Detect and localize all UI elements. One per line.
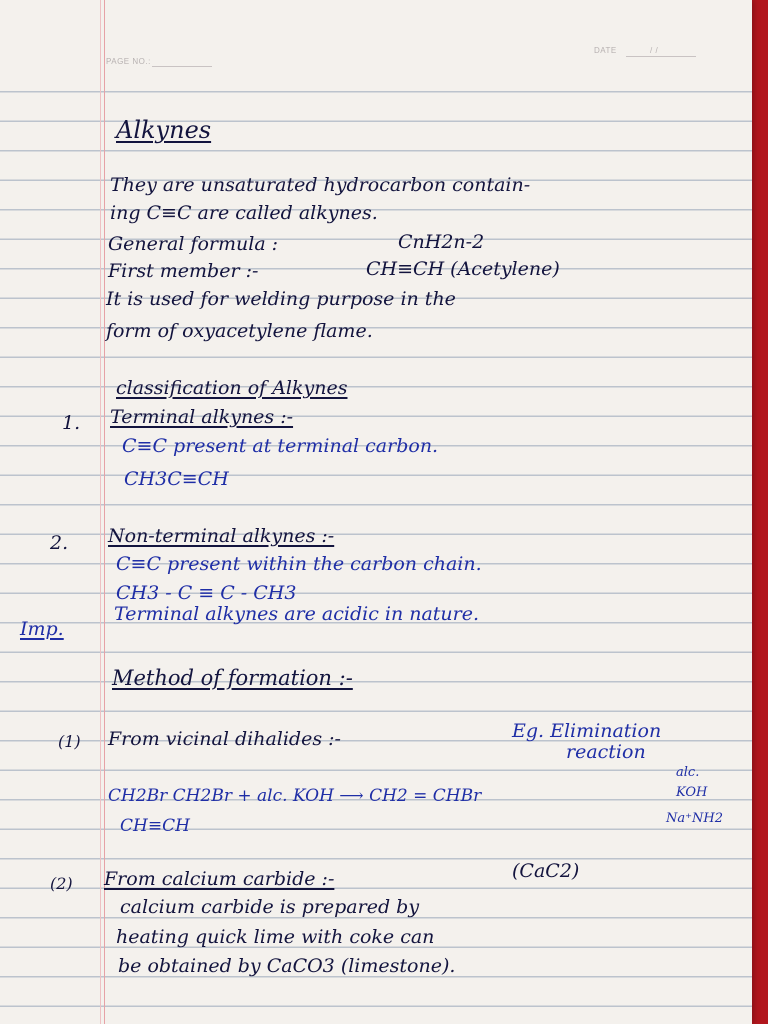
method-1-number: (1) [58,732,81,751]
item-2-number: 2. [50,532,69,554]
terminal-alkynes-desc: C≡C present at terminal carbon. [122,435,439,457]
terminal-alkynes-title: Terminal alkynes :- [110,406,294,428]
first-member-value: CH≡CH (Acetylene) [366,258,560,280]
item-1-number: 1. [62,412,81,434]
page-header-area [0,0,752,80]
page-no-label: PAGE NO.: [106,57,151,66]
imp-label: Imp. [20,618,64,640]
date-slashes: / / [650,46,659,55]
non-terminal-alkynes-desc: C≡C present within the carbon chain. [116,553,482,575]
page-no-line [152,66,212,67]
imp-note: Terminal alkynes are acidic in nature. [114,603,480,625]
page-title: Alkynes [116,116,212,144]
general-formula-value: CnH2n-2 [398,231,485,253]
use-line-2: form of oxyacetylene flame. [106,320,373,342]
method-2-number: (2) [50,874,73,893]
non-terminal-alkynes-title: Non-terminal alkynes :- [108,525,335,547]
method-1-product: CH≡CH [120,816,190,836]
method-2-title: From calcium carbide :- [104,868,335,890]
general-formula-label: General formula : [108,233,279,255]
intro-line-2: ing C≡C are called alkynes. [110,202,378,224]
method-1-reagent-bottom: Na⁺NH2 [666,811,723,826]
intro-line-1: They are unsaturated hydrocarbon contain- [110,174,531,196]
date-label: DATE [594,46,617,55]
method-2-line-1: calcium carbide is prepared by [120,896,420,918]
method-2-line-3: be obtained by CaCO3 (limestone). [118,955,456,977]
method-1-reaction: CH2Br CH2Br + alc. KOH ⟶ CH2 = CHBr [108,786,482,806]
method-1-title: From vicinal dihalides :- [108,728,341,750]
margin-line-inner [100,0,101,1024]
terminal-alkyne-example: CH3C≡CH [124,468,229,490]
method-2-line-2: heating quick lime with coke can [116,926,435,948]
use-line-1: It is used for welding purpose in the [106,288,456,310]
method-2-formula: (CaC2) [512,860,580,882]
non-terminal-alkyne-example: CH3 - C ≡ C - CH3 [116,582,297,604]
methods-heading: Method of formation :- [112,666,353,690]
classification-heading: classification of Alkynes [116,377,348,399]
date-line [626,56,696,57]
first-member-label: First member :- [108,260,259,282]
method-1-reagent-top: alc. [676,765,700,780]
method-1-note-2: reaction [566,741,646,763]
method-1-note-1: Eg. Elimination [512,720,662,742]
method-1-reagent-mid: KOH [676,785,708,800]
